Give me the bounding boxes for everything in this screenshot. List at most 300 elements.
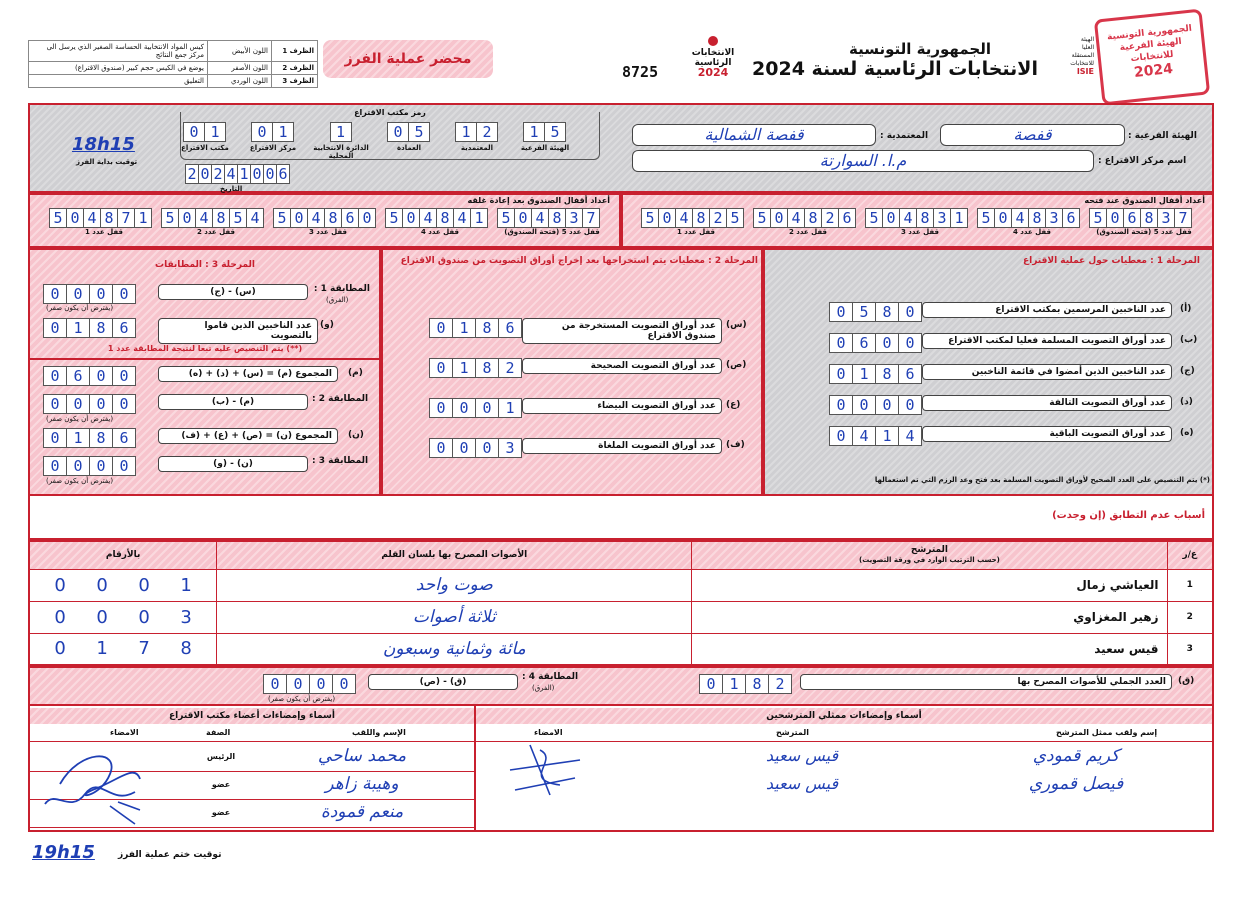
col-num: ع/ر [1167,541,1213,569]
isie-abbr: ISIE [1076,67,1094,76]
digit-box: 0 [43,394,67,414]
stage2-rows [388,316,758,476]
digit-box: 2 [709,208,727,228]
digit-box: 2 [211,164,225,184]
stage1-label: عدد الناخبين المرسمين بمكتب الاقتراع [922,302,1172,318]
sum-n-digits [44,428,136,448]
reps-col-candidate: المترشح [776,728,809,737]
digit-box: 0 [358,208,376,228]
total-digits [700,674,792,694]
match1-row [36,282,374,312]
stage1-row [770,393,1210,424]
match4-sub: (الفرق) [532,684,555,692]
envelope-label: الظرف 3 [272,75,318,88]
member-role: الرئيس [206,752,236,761]
official-stamp [1094,9,1210,106]
digit-box: 7 [1174,208,1192,228]
digit-box: 3 [565,208,583,228]
result-row [29,633,1213,665]
voters-digits [44,318,136,338]
digit-box: 4 [246,208,264,228]
locks-after-title: أعداد أقفال الصندوق بعد إعادة غلقه [467,196,610,205]
envelope-label: الظرف 1 [272,41,318,62]
digit-box: 0 [452,438,476,458]
envelope-color: اللون الوردي [208,75,272,88]
result-words: ثلاثة أصوات [217,601,692,633]
digit-box: 1 [452,318,476,338]
digit-box: 0 [829,395,853,415]
isie-line3: المستقلة [1071,52,1094,59]
stage2-row [388,396,758,436]
digit-box: 0 [66,284,90,304]
stage2-label: عدد أوراق التصويت البيضاء [522,398,722,414]
digit-box: 0 [898,333,922,353]
stage3-block2 [36,364,374,488]
lock-5 [1090,208,1198,236]
station-code-label: مركز الاقتراع [249,144,297,152]
digit-box: 0 [178,208,196,228]
locks-before-list [640,208,1200,244]
digit-box: 0 [429,318,453,338]
lock-1 [642,208,750,236]
digit-box: 8 [1140,208,1158,228]
stage1-key: (د) [1180,397,1193,407]
digit-box: 6 [341,208,359,228]
envelope-color: اللون الأبيض [208,41,272,62]
date-field [186,164,290,184]
digit-box: 0 [699,674,723,694]
digit-box: 8 [212,208,230,228]
envelope-desc: يوضع في الكيس حجم كبير (صندوق الاقتراع) [29,62,208,75]
match3-label: المطابقة 3 : [312,456,369,466]
digit-box: 0 [829,302,853,322]
lock-label: قفل عدد 2 [196,228,236,236]
sum-n-row [36,426,374,454]
digit-box: 0 [89,366,113,386]
stage1-note: (*) يتم التنصيص على العدد الصحيح لأوراق التصويت المسلمة بعد فتح وعد الرزم التي تم استعمالها [874,476,1210,484]
digit-box: 5 [385,208,403,228]
digit-box: 7 [582,208,600,228]
lock-5 [498,208,606,236]
digit-box: 8 [692,208,710,228]
match2-row [36,392,374,426]
result-num: 1 [1167,569,1213,601]
match2-digits [44,394,136,414]
digit-box: 6 [276,164,290,184]
digit-box: 0 [658,208,676,228]
digit-box: 0 [429,358,453,378]
sum-m-label: المجموع (م) = (س) + (د) + (ه) [158,366,338,382]
stage1-label: عدد أوراق التصويت المسلمة فعليا لمكتب الاقتراع [922,333,1172,349]
digit-box: 5 [977,208,995,228]
stage2-key: (ع) [726,400,741,410]
result-digits: 0 0 0 1 [29,569,217,601]
digit-box: 0 [387,122,409,142]
stage1-key: (أ) [1180,304,1192,314]
stage1-digits [830,364,922,384]
result-candidate: العياشي زمال [692,569,1167,601]
result-words: صوت واحد [217,569,692,601]
digit-box: 0 [112,456,136,476]
station-code-label: العمادة [396,144,422,152]
lock-label: قفل عدد 5 (فتحة الصندوق) [504,228,600,236]
digit-box: 0 [882,208,900,228]
station-code-3 [376,122,442,152]
digit-box: 0 [875,333,899,353]
stage1-digits [830,302,922,322]
form-number: 8725 [622,63,659,81]
center-label: اسم مركز الاقتراع : [1098,156,1187,166]
members-col-role: الصفة [206,728,231,737]
station-code-label: الهيئة الفرعية [520,144,570,152]
match3-zero-note: (يفترض أن يكون صفر) [46,477,114,485]
digit-box: 0 [290,208,308,228]
stage2-digits [430,318,522,338]
center-value: م.ا. السوارتة [632,150,1094,172]
reps-col-rep: إسم ولقب ممثل المترشح [1056,728,1158,737]
envelope-legend [28,40,318,88]
stage2-label: عدد أوراق التصويت المستخرجة من صندوق الاقتراع [522,318,722,344]
match4-label: المطابقة 4 : [522,672,579,682]
digit-box: 0 [1106,208,1124,228]
match4-digits [264,674,356,694]
digit-box: 1 [455,122,477,142]
isie-logo [1054,36,1094,76]
start-time-value: 18h15 [72,134,135,155]
station-code-1 [512,122,578,152]
envelope-row [29,75,318,88]
digit-box: 0 [251,122,273,142]
digit-box: 0 [89,284,113,304]
digit-box: 0 [263,674,287,694]
digit-box: 5 [497,208,515,228]
president-signature-image [40,744,150,832]
digit-box: 0 [898,302,922,322]
digit-box: 5 [726,208,744,228]
digit-box: 2 [476,122,498,142]
logo-line2: الرئاسية [694,58,732,68]
digit-box: 1 [852,364,876,384]
isie-line2: العليا [1081,44,1094,51]
digit-box: 5 [852,302,876,322]
digit-box: 2 [498,358,522,378]
match1-sub: (الفرق) [326,296,349,304]
locks-before-title: أعداد أقفال الصندوق عند فتحه [1084,196,1205,205]
digit-box: 0 [829,333,853,353]
stage1-digits [830,333,922,353]
sum-m-digits [44,366,136,386]
digit-box: 0 [89,394,113,414]
member-name: منعم قمودة [320,802,404,822]
digit-box: 1 [498,398,522,418]
digit-box: 1 [452,358,476,378]
digit-box: 0 [332,674,356,694]
digit-box: 0 [452,398,476,418]
rep-name: كريم قمودي [1032,746,1120,766]
members-col-name: الإسم واللقب [352,728,406,737]
member-name: وهيبة زاهر [325,774,399,794]
station-codes [182,122,582,162]
digit-box: 5 [49,208,67,228]
digit-box: 2 [768,674,792,694]
digit-box: 4 [787,208,805,228]
stage1-row [770,424,1210,455]
stage1-key: (ب) [1180,335,1198,345]
result-candidate: زهير المغزاوي [692,601,1167,633]
lock-1 [50,208,158,236]
stage2-row [388,356,758,396]
digit-box: 0 [66,456,90,476]
digit-box: 4 [675,208,693,228]
digit-box: 1 [66,318,90,338]
match3-digits [44,456,136,476]
stage1-label: عدد أوراق التصويت الباقية [922,426,1172,442]
election-title: الانتخابات الرئاسية لسنة 2024 [752,58,1038,80]
lock-2 [162,208,270,236]
stage2-digits [430,438,522,458]
digit-box: 0 [309,674,333,694]
digit-box: 0 [43,428,67,448]
match3-row [36,454,374,488]
digit-box: 8 [436,208,454,228]
mismatch-label: أسباب عدم التطابق (إن وجدت) [1052,510,1205,521]
station-code-2 [444,122,510,152]
digit-box: 0 [43,366,67,386]
lock-label: قفل عدد 3 [900,228,940,236]
digit-box: 6 [1123,208,1141,228]
col-candidate-sub: (حسب الترتيب الوارد في ورقة التصويت) [859,556,1000,565]
digit-box: 6 [1062,208,1080,228]
digit-box: 4 [1011,208,1029,228]
lock-label: قفل عدد 5 (فتحة الصندوق) [1096,228,1192,236]
lock-3 [866,208,974,236]
stage1-row [770,362,1210,393]
stage2-key: (ف) [726,440,745,450]
match4-formula: (ص) - (ق) [368,674,518,690]
stage2-key: (ص) [726,360,747,370]
lock-label: قفل عدد 4 [420,228,460,236]
station-code-label: المعتمدية [460,144,494,152]
lock-label: قفل عدد 4 [1012,228,1052,236]
sub-authority-value: قفصة [940,124,1125,146]
isie-line4: للانتخابات [1070,60,1094,67]
match3-formula: (و) - (ن) [158,456,308,472]
digit-box: 8 [475,318,499,338]
digit-box: 8 [89,428,113,448]
members-title: أسماء وإمضاءات أعضاء مكتب الاقتراع [30,708,474,724]
results-table [28,540,1214,666]
lock-label: قفل عدد 1 [84,228,124,236]
envelope-color: اللون الأصفر [208,62,272,75]
digit-box: 1 [875,426,899,446]
digit-box: 8 [916,208,934,228]
digit-box: 8 [548,208,566,228]
digit-box: 1 [66,428,90,448]
lock-4 [978,208,1086,236]
digit-box: 6 [112,428,136,448]
digit-box: 8 [875,364,899,384]
stage3-divider [28,358,381,360]
stage2-label: عدد أوراق التصويت الملغاة [522,438,722,454]
digit-box: 0 [198,164,212,184]
locks-after-list [48,208,608,244]
logo-year: 2024 [697,66,729,79]
lock-label: قفل عدد 1 [676,228,716,236]
match1-zero-note: (يفترض أن يكون صفر) [46,304,114,312]
digit-box: 0 [89,456,113,476]
station-code-4 [308,122,374,160]
result-words: مائة وثمانية وسبعون [217,633,692,665]
digit-box: 8 [324,208,342,228]
match2-formula: (ب) - (م) [158,394,308,410]
digit-box: 4 [419,208,437,228]
digit-box: 0 [829,426,853,446]
digit-box: 0 [475,438,499,458]
isie-line1: الهيئة [1080,36,1094,43]
match4-row [262,672,592,702]
stamp-year: 2024 [1133,60,1174,81]
digit-box: 3 [1045,208,1063,228]
result-digits: 0 1 7 8 [29,633,217,665]
stage1-rows [770,300,1210,455]
digit-box: 0 [514,208,532,228]
digit-box: 8 [100,208,118,228]
digit-box: 0 [250,164,264,184]
total-label: العدد الجملي للأصوات المصرح بها [800,674,1172,690]
result-row [29,601,1213,633]
stage3-title: المرحلة 3 : المطابقات [155,260,255,270]
stage2-label: عدد أوراق التصويت الصحيحة [522,358,722,374]
digit-box: 0 [829,364,853,384]
digit-box: 0 [770,208,788,228]
result-digits: 0 0 0 3 [29,601,217,633]
rep-candidate: قيس سعيد [765,774,839,793]
digit-box: 1 [204,122,226,142]
digit-box: 4 [453,208,471,228]
stage2-title: المرحلة 2 : معطيات يتم استخراجها بعد إخراج أوراق التصويت من صندوق الاقتراع [400,256,758,266]
rep-candidate: قيس سعيد [765,746,839,765]
digit-box: 5 [865,208,883,228]
stage2-digits [430,398,522,418]
digit-box: 4 [898,426,922,446]
result-num: 2 [1167,601,1213,633]
digit-box: 5 [544,122,566,142]
digit-box: 0 [263,164,277,184]
match2-zero-note: (يفترض أن يكون صفر) [46,415,114,423]
stage1-label: عدد أوراق التصويت التالفة [922,395,1172,411]
station-code-label: الدائرة الانتخابية المحلية [313,144,369,160]
voters-note: (**) يتم التنصيص عليه تبعا لنتيجة المطابقة عدد 1 [107,344,303,353]
station-code-6 [172,122,238,152]
sum-n-key: (ن) [348,430,364,440]
sum-n-label: المجموع (ن) = (ص) + (ع) + (ف) [158,428,338,444]
rep-name: فيصل قموري [1028,774,1124,794]
digit-box: 0 [66,394,90,414]
member-role: عضو [211,808,231,817]
delegation-label: المعتمدية : [880,131,929,141]
digit-box: 1 [134,208,152,228]
logo-mark-icon [708,36,718,46]
result-num: 3 [1167,633,1213,665]
digit-box: 8 [1028,208,1046,228]
match1-digits [44,284,136,304]
code-caption: رمز مكتب الاقتراع [354,108,426,117]
form-title: محضر عملية الفرز [323,40,493,78]
republic-title: الجمهورية التونسية [849,40,991,58]
stage1-key: (ه) [1180,428,1194,438]
envelope-row [29,41,318,62]
reps-col-signature: الامضاء [534,728,563,737]
digit-box: 5 [408,122,430,142]
digit-box: 5 [1089,208,1107,228]
digit-box: 0 [43,456,67,476]
stage2-digits [430,358,522,378]
digit-box: 1 [722,674,746,694]
station-code-5 [240,122,306,152]
digit-box: 6 [498,318,522,338]
digit-box: 7 [117,208,135,228]
col-digits: بالأرقام [29,541,217,569]
lock-label: قفل عدد 2 [788,228,828,236]
end-time-value: 19h15 [32,842,95,863]
digit-box: 8 [745,674,769,694]
digit-box: 8 [89,318,113,338]
digit-box: 4 [83,208,101,228]
stage1-key: (ج) [1180,366,1195,376]
digit-box: 1 [523,122,545,142]
match1-label: المطابقة 1 : [313,284,370,294]
end-time-label: توقيت ختم عملية الفرز [118,850,222,860]
digit-box: 0 [43,284,67,304]
digit-box: 5 [641,208,659,228]
digit-box: 4 [307,208,325,228]
match2-label: المطابقة 2 : [312,394,369,404]
station-code-label: مكتب الاقتراع [181,144,229,152]
voters-row [36,316,374,342]
digit-box: 1 [470,208,488,228]
digit-box: 6 [838,208,856,228]
digit-box: 0 [852,395,876,415]
members-header [30,726,474,742]
lock-3 [274,208,382,236]
digit-box: 1 [950,208,968,228]
stage2-row [388,316,758,356]
stage1-digits [830,426,922,446]
stage2-key: (س) [726,320,747,330]
digit-box: 5 [273,208,291,228]
total-key: (ق) [1178,676,1195,686]
match4-zero-note: (يفترض أن يكون صفر) [268,695,336,703]
digit-box: 5 [753,208,771,228]
digit-box: 0 [286,674,310,694]
col-words: الأصوات المصرح بها بلسان القلم [217,541,692,569]
start-time-label: توقيت بداية الفرز [76,158,138,166]
digit-box: 4 [852,426,876,446]
digit-box: 6 [852,333,876,353]
digit-box: 0 [43,318,67,338]
digit-box: 0 [994,208,1012,228]
date-label: التاريخ [220,185,243,193]
result-candidate: قيس سعيد [692,633,1167,665]
digit-box: 1 [330,122,352,142]
election-logo [690,36,736,78]
digit-box: 4 [195,208,213,228]
digit-box: 6 [898,364,922,384]
digit-box: 8 [804,208,822,228]
digit-box: 0 [112,284,136,304]
digit-box: 0 [875,395,899,415]
stage1-row [770,331,1210,362]
